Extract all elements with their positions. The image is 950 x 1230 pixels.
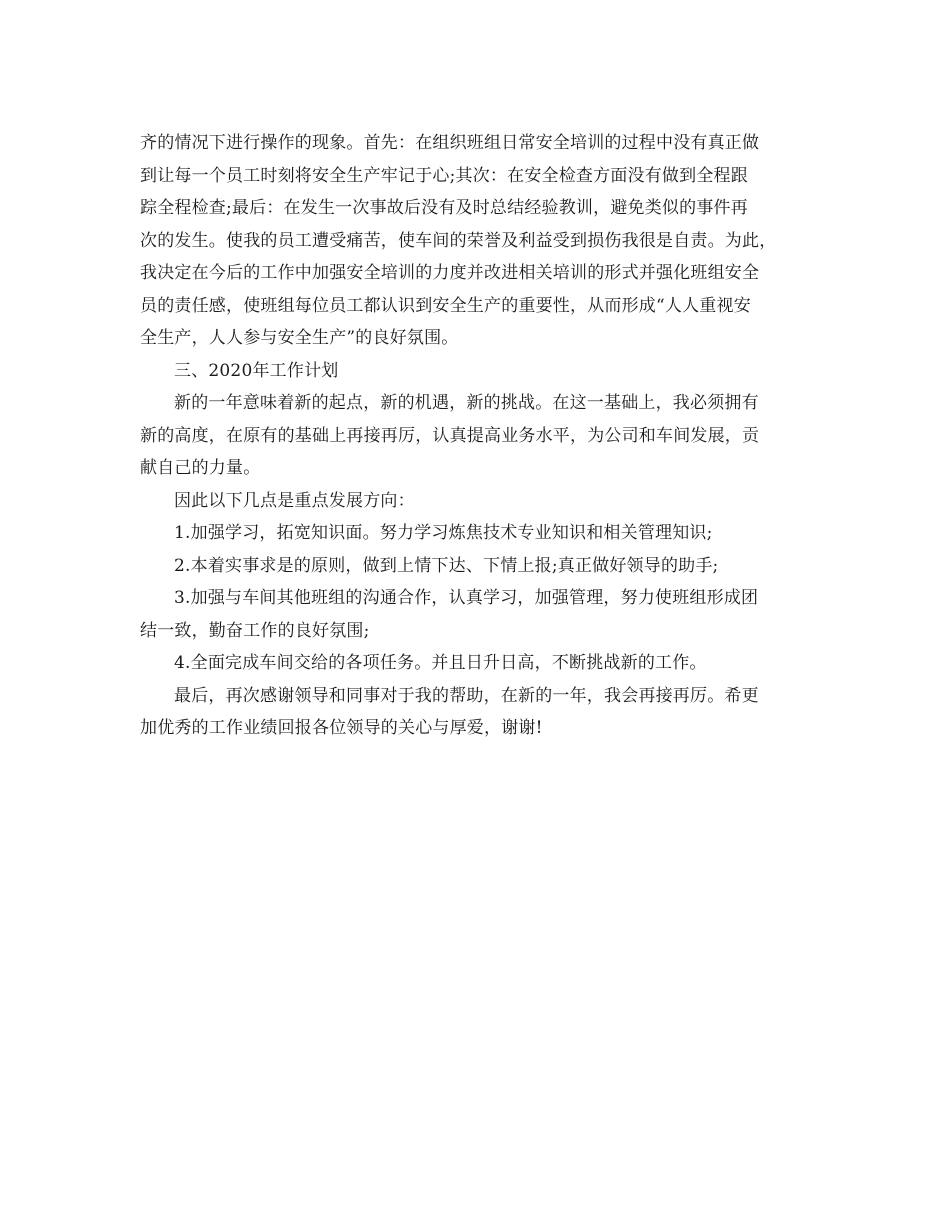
list-item-continuation: 结一致，勤奋工作的良好氛围; <box>140 620 370 641</box>
list-item: 2.本着实事求是的原则，做到上情下达、下情上报;真正做好领导的助手; <box>174 555 719 576</box>
paragraph-line: 全生产，人人参与安全生产”的良好氛围。 <box>140 328 459 348</box>
paragraph-line: 到让每一个员工时刻将安全生产牢记于心;其次：在安全检查方面没有做到全程跟 <box>140 165 748 186</box>
paragraph-line: 员的责任感，使班组每位员工都认识到安全生产的重要性，从而形成“人人重视安 <box>140 295 751 316</box>
document-body <box>140 127 815 745</box>
paragraph-line: 踪全程检查;最后：在发生一次事故后没有及时总结经验教训，避免类似的事件再 <box>140 198 748 218</box>
section-heading: 三、2020年工作计划 <box>174 360 339 381</box>
paragraph-line: 次的发生。使我的员工遭受痛苦，使车间的荣誉及利益受到损伤我很是自责。为此， <box>140 230 777 251</box>
paragraph-line: 齐的情况下进行操作的现象。首先：在组织班组日常安全培训的过程中没有真正做 <box>140 133 760 153</box>
list-item: 4.全面完成车间交给的各项任务。并且日升日高，不断挑战新的工作。 <box>174 653 707 673</box>
paragraph-line: 最后，再次感谢领导和同事对于我的帮助，在新的一年，我会再接再厉。希更 <box>174 685 759 706</box>
list-item: 3.加强与车间其他班组的沟通合作，认真学习，加强管理，努力使班组形成团 <box>174 588 759 608</box>
paragraph-line: 因此以下几点是重点发展方向： <box>174 490 415 511</box>
list-item: 1.加强学习，拓宽知识面。努力学习炼焦技术专业知识和相关管理知识; <box>174 523 713 543</box>
paragraph-line: 新的高度，在原有的基础上再接再厉，认真提高业务水平，为公司和车间发展，贡 <box>140 425 760 446</box>
paragraph-line: 新的一年意味着新的起点，新的机遇，新的挑战。在这一基础上，我必须拥有 <box>174 393 759 413</box>
paragraph-line: 加优秀的工作业绩回报各位领导的关心与厚爱，谢谢! <box>140 718 543 738</box>
paragraph-line: 献自己的力量。 <box>140 458 261 478</box>
paragraph-line: 我决定在今后的工作中加强安全培训的力度并改进相关培训的形式并强化班组安全 <box>140 263 760 283</box>
